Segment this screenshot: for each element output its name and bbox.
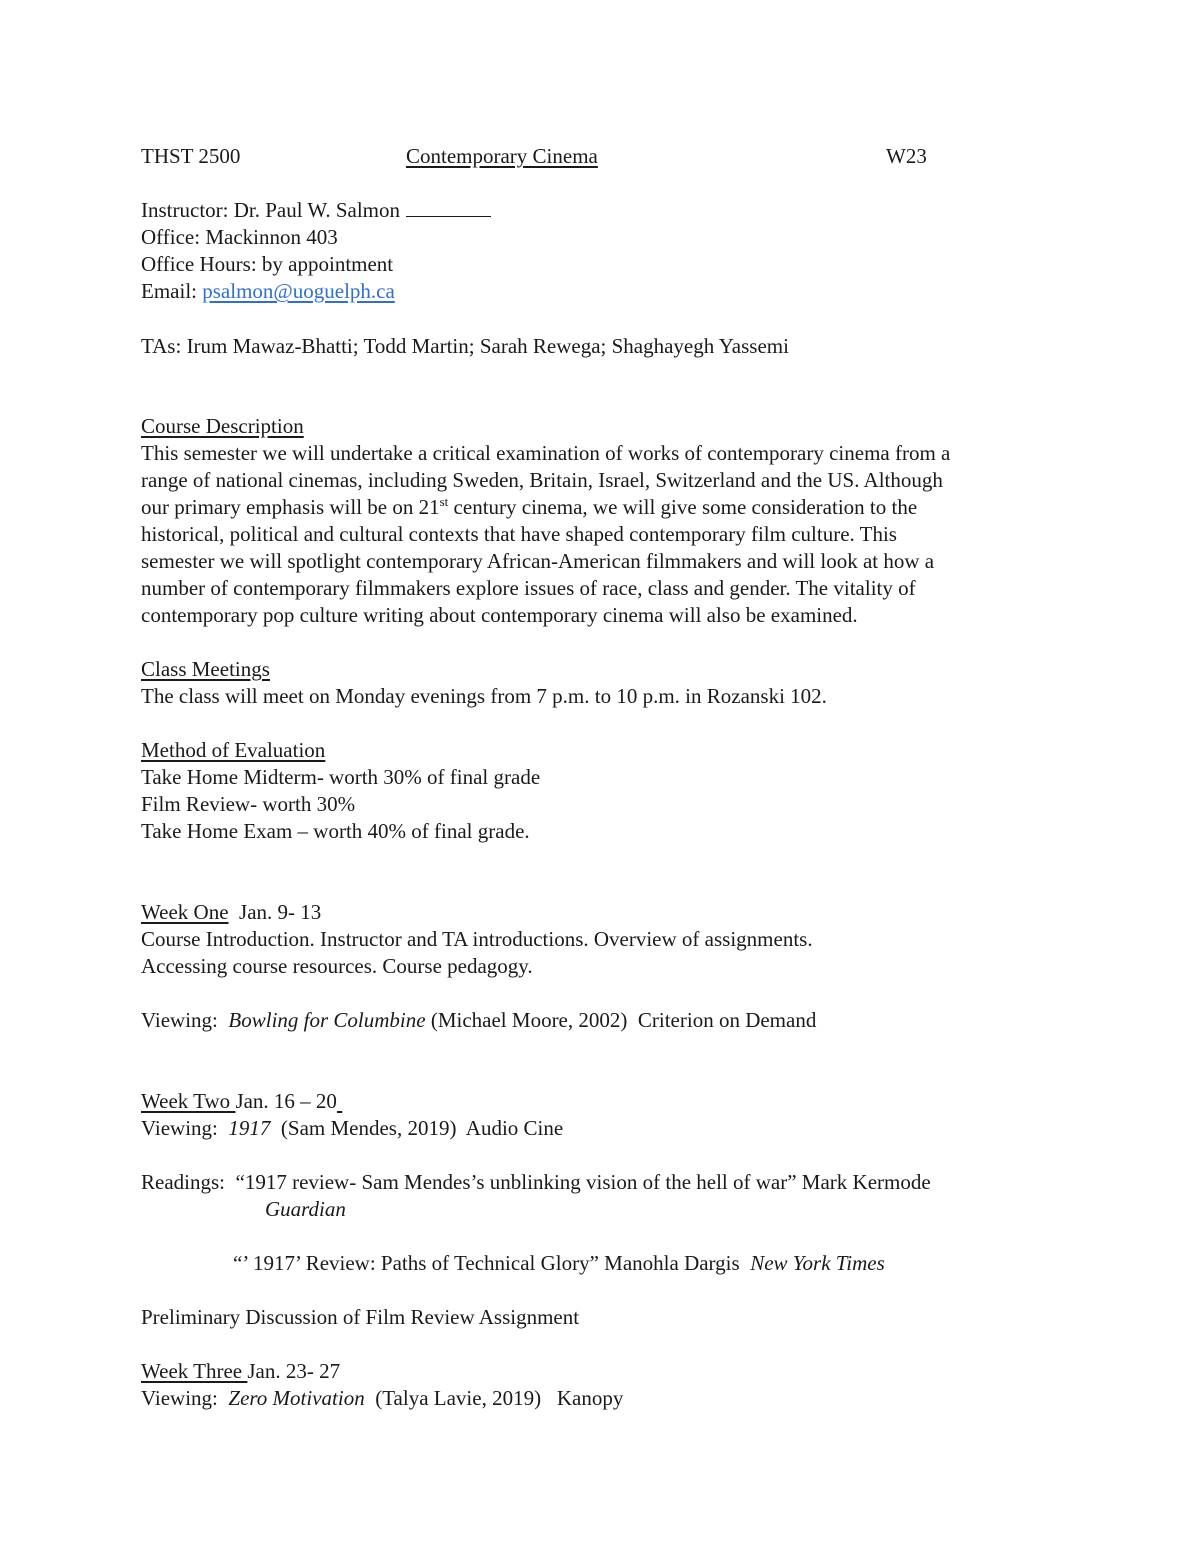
description-text: our primary emphasis will be on 21 (141, 495, 440, 519)
description-line (141, 494, 917, 521)
week-one-dates: Jan. 9- 13 (228, 900, 322, 924)
week-two-viewing (141, 1115, 563, 1142)
week-two-header (141, 1088, 342, 1115)
office: Office: Mackinnon 403 (141, 225, 338, 249)
week-two-dates-tail (337, 1089, 342, 1113)
week-two-reading-1 (141, 1169, 931, 1196)
week-one-viewing (141, 1007, 816, 1034)
film-title: 1917 (228, 1116, 271, 1140)
description-line: number of contemporary filmmakers explore issues of race, class and gender. The vitality of (141, 576, 916, 600)
instructor-line (141, 197, 491, 224)
evaluation-item: Take Home Midterm- worth 30% of final grade (141, 765, 541, 789)
week-three-heading: Week Three (141, 1359, 248, 1383)
viewing-label: Viewing: (141, 1386, 229, 1410)
description-line: semester we will spotlight contemporary African-American filmmakers and will look at how a (141, 549, 935, 573)
week-two-reading-2 (233, 1250, 885, 1277)
week-three-dates: Jan. 23- 27 (247, 1359, 341, 1383)
reading-publication: Guardian (265, 1197, 346, 1221)
week-two-dates: Jan. 16 – 20 (235, 1089, 337, 1113)
evaluation-item: Take Home Exam – worth 40% of final grade. (141, 819, 530, 843)
week-two-heading: Week Two (141, 1089, 236, 1113)
teaching-assistants: TAs: Irum Mawaz-Bhatti; Todd Martin; Sarah Rewega; Shaghayegh Yassemi (141, 334, 789, 358)
email-label: Email: (141, 279, 203, 303)
instructor-name: Instructor: Dr. Paul W. Salmon (141, 198, 400, 222)
evaluation-heading: Method of Evaluation (141, 738, 326, 762)
description-line: This semester we will undertake a critical examination of works of contemporary cinema from a (141, 441, 951, 465)
description-line: historical, political and cultural contexts that have shaped contemporary film culture. This (141, 522, 897, 546)
description-line: range of national cinemas, including Sweden, Britain, Israel, Switzerland and the US. Although (141, 468, 943, 492)
week-three-header (141, 1358, 340, 1385)
film-title: Bowling for Columbine (228, 1008, 426, 1032)
description-line: contemporary pop culture writing about contemporary cinema will also be examined. (141, 603, 858, 627)
class-meetings-text: The class will meet on Monday evenings from 7 p.m. to 10 p.m. in Rozanski 102. (141, 684, 827, 708)
viewing-label: Viewing: (141, 1116, 229, 1140)
film-info: (Sam Mendes, 2019) Audio Cine (270, 1116, 564, 1140)
week-one-heading: Week One (141, 900, 229, 924)
readings-label: Readings: (141, 1170, 236, 1194)
reading-title: “’ 1917’ Review: Paths of Technical Glory” Manohla Dargis (233, 1251, 751, 1275)
reading-publication: New York Times (750, 1251, 885, 1275)
course-title: Contemporary Cinema (406, 144, 598, 168)
week-three-viewing (141, 1385, 623, 1412)
course-description-heading: Course Description (141, 414, 304, 438)
email-link[interactable]: psalmon@uoguelph.ca (202, 279, 395, 303)
reading-title: “1917 review- Sam Mendes’s unblinking vision of the hell of war” Mark Kermode (235, 1170, 931, 1194)
viewing-label: Viewing: (141, 1008, 229, 1032)
term: W23 (886, 144, 927, 168)
week-one-line: Course Introduction. Instructor and TA introductions. Overview of assignments. (141, 927, 813, 951)
week-one-header (141, 899, 321, 926)
course-code: THST 2500 (141, 144, 241, 168)
film-title: Zero Motivation (228, 1386, 365, 1410)
film-info: (Talya Lavie, 2019) Kanopy (364, 1386, 624, 1410)
office-hours: Office Hours: by appointment (141, 252, 394, 276)
week-one-line: Accessing course resources. Course pedagogy. (141, 954, 533, 978)
description-text: century cinema, we will give some consideration to the (448, 495, 918, 519)
evaluation-item: Film Review- worth 30% (141, 792, 356, 816)
film-info: (Michael Moore, 2002) Criterion on Demand (425, 1008, 817, 1032)
email-line (141, 278, 395, 305)
signature-blank (406, 198, 491, 217)
class-meetings-heading: Class Meetings (141, 657, 270, 681)
week-two-discussion: Preliminary Discussion of Film Review Assignment (141, 1305, 580, 1329)
ordinal-superscript: st (439, 494, 449, 509)
